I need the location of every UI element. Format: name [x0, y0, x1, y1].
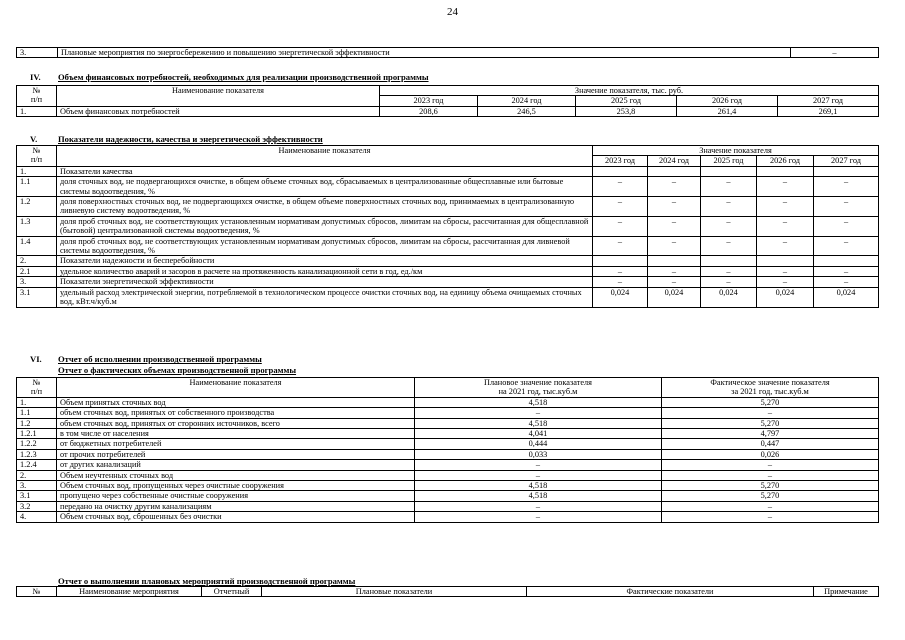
row-name: передано на очистку другим канализациям [57, 501, 415, 511]
section-title: Отчет об исполнении производственной программы [58, 354, 262, 364]
col-header-measure: Наименование мероприятия [57, 587, 202, 597]
year-header: 2024 год [478, 96, 576, 106]
row-number: 3. [17, 277, 57, 287]
value-cell: 269,1 [778, 106, 879, 116]
section-title: Объем финансовых потребностей, необходимых для реализации производственной программы [58, 72, 429, 82]
page-number: 24 [447, 6, 458, 18]
year-header: 2025 год [576, 96, 677, 106]
year-header: 2027 год [778, 96, 879, 106]
top-row-table [16, 47, 879, 58]
value-cell [757, 256, 814, 266]
row-name: Показатели надежности и бесперебойности [57, 256, 593, 266]
value-cell: – [701, 197, 757, 217]
year-header: 2026 год [677, 96, 778, 106]
value-cell: – [593, 266, 648, 276]
row-name: от бюджетных потребителей [57, 439, 415, 449]
row-number: 4. [17, 512, 57, 522]
row-name: удельный расход электрической энергии, потребляемой в технологическом процессе очистки сточных вод, на единицу объема очищаемых сточных вод, кВт.ч/куб.м [57, 287, 593, 307]
year-header: 2023 год [593, 156, 648, 166]
row-number: 3.2 [17, 501, 57, 511]
reliability-indicators-table [16, 145, 879, 308]
col-header-name: Наименование показателя [57, 86, 380, 107]
value-cell: – [757, 277, 814, 287]
col-header-note: Примечание [814, 587, 879, 597]
value-cell: – [648, 177, 701, 197]
value-cell: 246,5 [478, 106, 576, 116]
row-name: доля проб сточных вод, не соответствующих установленным нормативам допустимых сбросов, лимитам на сбросы, рассчитанная для ливневой системы водоотведения, % [57, 236, 593, 256]
col-header-value: Значение показателя [593, 146, 879, 156]
value-cell: – [757, 266, 814, 276]
row-name: Объем финансовых потребностей [57, 106, 380, 116]
row-number: 3. [17, 48, 58, 58]
fact-cell: 5,270 [662, 491, 879, 501]
value-cell: – [648, 277, 701, 287]
table-row [17, 266, 879, 276]
row-name: Объем принятых сточных вод [57, 397, 415, 407]
table-row [17, 439, 879, 449]
year-header: 2026 год [757, 156, 814, 166]
row-name: Показатели энергетической эффективности [57, 277, 593, 287]
fact-cell: 4,797 [662, 429, 879, 439]
value-cell: – [701, 177, 757, 197]
table-header-row [17, 146, 879, 156]
row-name: Показатели качества [57, 166, 593, 176]
value-cell: – [593, 177, 648, 197]
financial-needs-table [16, 85, 879, 117]
row-name: Плановые мероприятия по энергосбережению и повышению энергетической эффективности [58, 48, 791, 58]
value-cell: 0,024 [701, 287, 757, 307]
value-cell: – [814, 216, 879, 236]
table-header-row [17, 378, 879, 398]
row-number: 1.2 [17, 418, 57, 428]
table-row [17, 216, 879, 236]
table-row [17, 481, 879, 491]
plan-cell: – [415, 460, 662, 470]
value-cell [648, 256, 701, 266]
actual-volumes-table [16, 377, 879, 523]
fact-cell: – [662, 460, 879, 470]
row-name: доля поверхностных сточных вод, не подвергающихся очистке, в общем объеме поверхностных сточных вод, принимаемых в централизованную ливневую систему водоотведения, % [57, 197, 593, 217]
plan-cell: – [415, 501, 662, 511]
row-name: пропущено через собственные очистные сооружения [57, 491, 415, 501]
value-cell [701, 166, 757, 176]
row-name: удельное количество аварий и засоров в расчете на протяженность канализационной сети в год, ед./км [57, 266, 593, 276]
col-header-number: № п/п [17, 146, 57, 167]
value-cell: – [593, 277, 648, 287]
value-cell [648, 166, 701, 176]
value-cell: – [648, 216, 701, 236]
value-cell: 0,024 [814, 287, 879, 307]
value-cell: – [757, 177, 814, 197]
plan-cell: 0,033 [415, 449, 662, 459]
value-cell: – [593, 236, 648, 256]
col-header-name: Наименование показателя [57, 378, 415, 398]
row-number: 1. [17, 166, 57, 176]
row-name: от других канализаций [57, 460, 415, 470]
value-cell [814, 256, 879, 266]
row-number: 2. [17, 256, 57, 266]
value-cell: – [648, 266, 701, 276]
plan-cell: 4,518 [415, 481, 662, 491]
table-header-row [17, 86, 879, 96]
table-row [17, 449, 879, 459]
year-header: 2025 год [701, 156, 757, 166]
row-name: доля проб сточных вод, не соответствующих установленным нормативам допустимых сбросов, лимитам на сбросы, рассчитанная для общесплавной (бытовой) централизованной системы водоотведения, % [57, 216, 593, 236]
section-vi-subtitle: Отчет о фактических объемах производственной программы [58, 365, 297, 375]
col-header-name: Наименование показателя [57, 146, 593, 167]
year-header: 2023 год [380, 96, 478, 106]
row-value: – [791, 48, 879, 58]
fact-cell: – [662, 470, 879, 480]
table-row [17, 397, 879, 407]
year-header: 2024 год [648, 156, 701, 166]
fact-cell: – [662, 512, 879, 522]
fact-cell: 5,270 [662, 481, 879, 491]
row-name: Объем неучтенных сточных вод [57, 470, 415, 480]
plan-cell: – [415, 408, 662, 418]
table-row [17, 177, 879, 197]
fact-cell: – [662, 501, 879, 511]
section-number: VI. [30, 354, 42, 364]
section-iv-heading [30, 72, 890, 82]
value-cell: 208,6 [380, 106, 478, 116]
row-number: 1.1 [17, 408, 57, 418]
col-header-fact: Фактическое значение показателя за 2021 год, тыс.куб.м [662, 378, 879, 398]
col-header-reporting: Отчетный [202, 587, 262, 597]
value-cell: 261,4 [677, 106, 778, 116]
row-number: 2. [17, 470, 57, 480]
col-header-actual: Фактические показатели [527, 587, 814, 597]
value-cell: – [757, 197, 814, 217]
table-row [17, 418, 879, 428]
table-row [17, 48, 879, 58]
plan-cell: – [415, 470, 662, 480]
planned-measures-table [16, 586, 879, 597]
table-row [17, 408, 879, 418]
value-cell: – [814, 177, 879, 197]
row-number: 1. [17, 106, 57, 116]
fact-cell: 0,026 [662, 449, 879, 459]
value-cell: – [648, 197, 701, 217]
value-cell: 0,024 [648, 287, 701, 307]
plan-cell: – [415, 512, 662, 522]
value-cell: – [701, 216, 757, 236]
table-row [17, 197, 879, 217]
value-cell [593, 256, 648, 266]
table-row [17, 277, 879, 287]
table-row [17, 501, 879, 511]
value-cell: – [593, 197, 648, 217]
row-number: 1.2.4 [17, 460, 57, 470]
col-header-number: № п/п [17, 86, 57, 107]
value-cell: 253,8 [576, 106, 677, 116]
value-cell: – [648, 236, 701, 256]
row-number: 3. [17, 481, 57, 491]
fact-cell: 5,270 [662, 397, 879, 407]
row-name: доля сточных вод, не подвергающихся очистке, в общем объеме сточных вод, сбрасываемых в централизованные общесплавные или бытовые системы водоотведения, % [57, 177, 593, 197]
row-name: в том числе от населения [57, 429, 415, 439]
row-number: 1.2.3 [17, 449, 57, 459]
value-cell: – [701, 236, 757, 256]
row-number: 1.2 [17, 197, 57, 217]
row-name: Объем сточных вод, сброшенных без очистки [57, 512, 415, 522]
col-header-number: № [17, 587, 57, 597]
value-cell: – [757, 236, 814, 256]
fact-cell: 5,270 [662, 418, 879, 428]
value-cell: – [814, 277, 879, 287]
fact-cell: – [662, 408, 879, 418]
row-number: 3.1 [17, 287, 57, 307]
table-row [17, 236, 879, 256]
table-row [17, 287, 879, 307]
row-number: 1.4 [17, 236, 57, 256]
plan-cell: 4,518 [415, 418, 662, 428]
col-header-value: Значение показателя, тыс. руб. [380, 86, 879, 96]
value-cell: – [701, 277, 757, 287]
row-number: 1. [17, 397, 57, 407]
value-cell: – [814, 236, 879, 256]
table-row [17, 512, 879, 522]
planned-measures-report-title: Отчет о выполнении плановых мероприятий производственной программы [58, 576, 356, 586]
plan-cell: 0,444 [415, 439, 662, 449]
value-cell: – [593, 216, 648, 236]
row-number: 3.1 [17, 491, 57, 501]
plan-cell: 4,041 [415, 429, 662, 439]
value-cell: – [814, 197, 879, 217]
value-cell [593, 166, 648, 176]
table-row [17, 429, 879, 439]
table-row [17, 470, 879, 480]
row-name: объем сточных вод, принятых от собственного производства [57, 408, 415, 418]
section-title: Показатели надежности, качества и энергетической эффективности [58, 134, 323, 144]
col-header-plan: Плановое значение показателя на 2021 год, тыс.куб.м [415, 378, 662, 398]
section-number: V. [30, 134, 38, 144]
value-cell [757, 166, 814, 176]
section-v-heading [30, 134, 890, 144]
value-cell: – [701, 266, 757, 276]
value-cell: – [814, 266, 879, 276]
plan-cell: 4,518 [415, 491, 662, 501]
section-number: IV. [30, 72, 41, 82]
year-header: 2027 год [814, 156, 879, 166]
row-name: от прочих потребителей [57, 449, 415, 459]
plan-cell: 4,518 [415, 397, 662, 407]
table-header-row [17, 587, 879, 597]
table-row [17, 256, 879, 266]
row-number: 1.3 [17, 216, 57, 236]
value-cell [814, 166, 879, 176]
table-row [17, 491, 879, 501]
value-cell [701, 256, 757, 266]
row-number: 1.2.2 [17, 439, 57, 449]
table-row [17, 106, 879, 116]
col-header-planned: Плановые показатели [262, 587, 527, 597]
value-cell: – [757, 216, 814, 236]
row-name: объем сточных вод, принятых от сторонних источников, всего [57, 418, 415, 428]
fact-cell: 0,447 [662, 439, 879, 449]
value-cell: 0,024 [757, 287, 814, 307]
section-vi-heading [30, 354, 890, 364]
row-number: 2.1 [17, 266, 57, 276]
table-row [17, 166, 879, 176]
row-number: 1.2.1 [17, 429, 57, 439]
row-name: Объем сточных вод, пропущенных через очистные сооружения [57, 481, 415, 491]
row-number: 1.1 [17, 177, 57, 197]
table-row [17, 460, 879, 470]
value-cell: 0,024 [593, 287, 648, 307]
col-header-number: № п/п [17, 378, 57, 398]
